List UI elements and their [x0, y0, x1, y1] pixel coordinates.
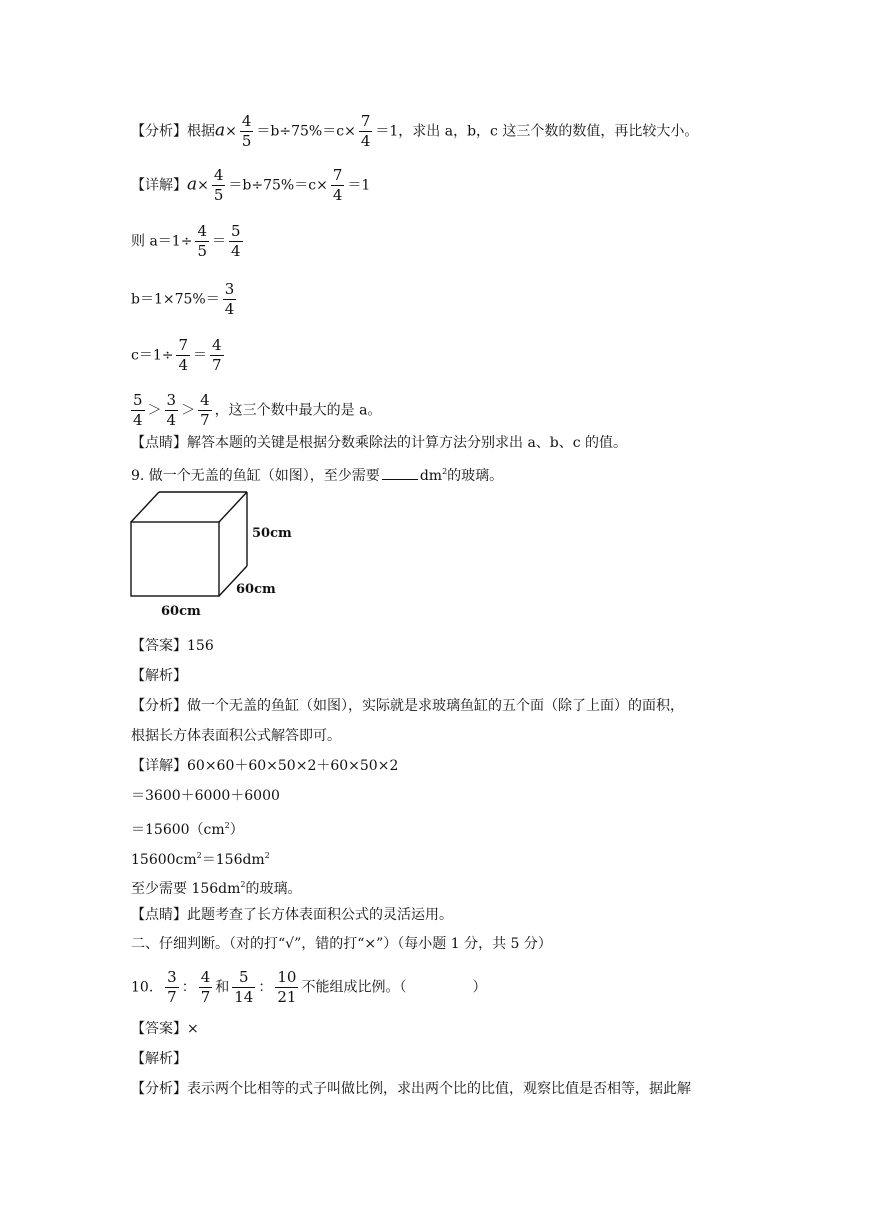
- var-a: a: [215, 120, 226, 141]
- calc-c-line: [131, 336, 227, 375]
- numerator: 5: [133, 391, 143, 409]
- numerator: 4: [241, 112, 252, 130]
- denominator: 4: [360, 132, 371, 150]
- text: ＝15600（cm: [131, 822, 225, 838]
- times-sign: ×: [225, 123, 237, 140]
- calc-a-line: [131, 222, 246, 261]
- colon: ：: [258, 979, 273, 996]
- text: 至少需要 156dm: [131, 881, 241, 897]
- edge: [131, 492, 159, 522]
- superscript: 2: [224, 821, 230, 830]
- q9-analysis-2: 根据长方体表面积公式解答即可。: [131, 728, 341, 744]
- denominator: 4: [133, 411, 143, 429]
- denominator: 4: [178, 356, 189, 374]
- text: ＝1，求出 a，b，c 这三个数的数值，再比较大小。: [375, 123, 699, 140]
- equals-sign: ＝: [193, 347, 208, 364]
- text: 的玻璃。: [447, 468, 504, 484]
- q9-analysis-1: 【分析】做一个无盖的鱼缸（如图），实际就是求玻璃鱼缸的五个面（除了上面）的面积，: [131, 698, 684, 714]
- fraction: [165, 391, 179, 430]
- text: ＝b÷75%＝c×: [256, 123, 356, 140]
- numerator: 7: [332, 166, 343, 184]
- comparison-line: [131, 391, 381, 430]
- numerator: 4: [212, 336, 222, 354]
- text: 15600cm: [131, 852, 197, 868]
- q10-answer: 【答案】×: [131, 1021, 199, 1037]
- numerator: 7: [360, 112, 371, 130]
- calc-b-line: [131, 280, 239, 319]
- fraction: [198, 391, 212, 430]
- detail-tag: 【详解】: [131, 177, 187, 194]
- denominator: 4: [332, 186, 343, 204]
- greater-sign: ＞: [181, 402, 196, 419]
- fraction: [223, 280, 237, 319]
- numerator: 5: [230, 222, 241, 240]
- denominator: 7: [212, 356, 222, 374]
- denominator: 4: [230, 242, 241, 260]
- numerator: 4: [200, 391, 210, 409]
- text: ＝156dm: [201, 852, 265, 868]
- fraction: [331, 166, 345, 205]
- denominator: 5: [241, 132, 252, 150]
- denominator: 5: [197, 242, 207, 260]
- depth-label: 60cm: [236, 582, 276, 597]
- text: ）: [472, 979, 487, 996]
- numerator: 3: [166, 391, 177, 409]
- text: b＝1×75%＝: [131, 291, 220, 308]
- fraction: [212, 166, 226, 205]
- fish-tank-figure: [128, 487, 303, 622]
- greater-sign: ＞: [147, 402, 162, 419]
- denominator: 4: [166, 411, 177, 429]
- numerator: 4: [213, 166, 224, 184]
- text: ）: [229, 822, 244, 838]
- q9-detail-4: [131, 846, 270, 870]
- superscript: 2: [264, 851, 270, 860]
- fraction: [131, 391, 145, 430]
- numerator: 3: [224, 280, 235, 298]
- numerator: 7: [178, 336, 189, 354]
- denominator: 7: [200, 411, 210, 429]
- denominator: 21: [277, 988, 297, 1006]
- numerator: 10: [277, 968, 297, 986]
- var-a: a: [187, 174, 198, 195]
- question-text: 9. 做一个无盖的鱼缸（如图），至少需要: [131, 468, 380, 484]
- q9-detail-3: [131, 816, 244, 840]
- height-label: 50cm: [252, 526, 292, 541]
- denominator: 5: [213, 186, 224, 204]
- text: 根据: [187, 123, 215, 140]
- text: c＝1÷: [131, 347, 174, 364]
- text: 不能组成比例。（: [301, 979, 407, 996]
- text: ＝b÷75%＝c×: [228, 177, 328, 194]
- text: 则 a＝1÷: [131, 233, 193, 250]
- numerator: 3: [167, 968, 177, 986]
- superscript: 2: [240, 880, 246, 889]
- question-number: 10.: [131, 979, 154, 996]
- front-face: [131, 522, 219, 596]
- width-label: 60cm: [161, 604, 201, 619]
- key-point-line: 【点睛】解答本题的关键是根据分数乘除法的计算方法分别求出 a、b、c 的值。: [131, 435, 628, 451]
- fraction: [210, 336, 224, 375]
- q10-analysis: 【分析】表示两个比相等的式子叫做比例，求出两个比的比值，观察比值是否相等，据此解: [131, 1081, 691, 1097]
- q9-detail-2: ＝3600＋6000＋6000: [131, 788, 280, 804]
- text: ＝1: [347, 177, 371, 194]
- denominator: 14: [234, 988, 254, 1006]
- unit: dm: [419, 468, 443, 484]
- equals-sign: ＝: [211, 233, 226, 250]
- answer-blank[interactable]: [382, 467, 418, 480]
- denominator: 7: [200, 988, 211, 1006]
- denominator: 4: [224, 300, 235, 318]
- q10-jiexi: 【解析】: [131, 1051, 187, 1067]
- fraction: [232, 968, 255, 1007]
- q9-key-point: 【点睛】此题考查了长方体表面积公式的灵活运用。: [131, 907, 453, 923]
- superscript: 2: [196, 851, 202, 860]
- question-9: [131, 462, 503, 486]
- q9-detail-5: [131, 875, 302, 899]
- fraction: [176, 336, 190, 375]
- q9-detail-1: 【详解】60×60＋60×50×2＋60×50×2: [131, 758, 399, 774]
- denominator: 7: [167, 988, 177, 1006]
- fraction: [165, 968, 179, 1007]
- q9-jiexi: 【解析】: [131, 668, 187, 684]
- times-sign: ×: [197, 177, 209, 194]
- fraction: [240, 112, 254, 151]
- section-2-heading: 二、仔细判断。（对的打“√”，错的打“×”）（每小题 1 分，共 5 分）: [131, 936, 552, 952]
- question-10: [131, 968, 486, 1007]
- edge: [219, 492, 247, 522]
- superscript: 2: [442, 467, 448, 476]
- numerator: 5: [239, 968, 249, 986]
- text: ，这三个数中最大的是 a。: [214, 402, 382, 419]
- text: 的玻璃。: [245, 881, 302, 897]
- q9-answer: 【答案】156: [131, 638, 214, 654]
- numerator: 4: [200, 968, 211, 986]
- detail-line-1: [131, 166, 370, 205]
- analysis-line-1: [131, 112, 698, 151]
- fraction: [199, 968, 213, 1007]
- analysis-tag: 【分析】: [131, 123, 187, 140]
- fraction: [229, 222, 243, 261]
- fraction: [275, 968, 298, 1007]
- numerator: 4: [197, 222, 207, 240]
- text: 和: [215, 979, 230, 996]
- fraction: [195, 222, 209, 261]
- fraction: [359, 112, 373, 151]
- colon: ：: [181, 979, 196, 996]
